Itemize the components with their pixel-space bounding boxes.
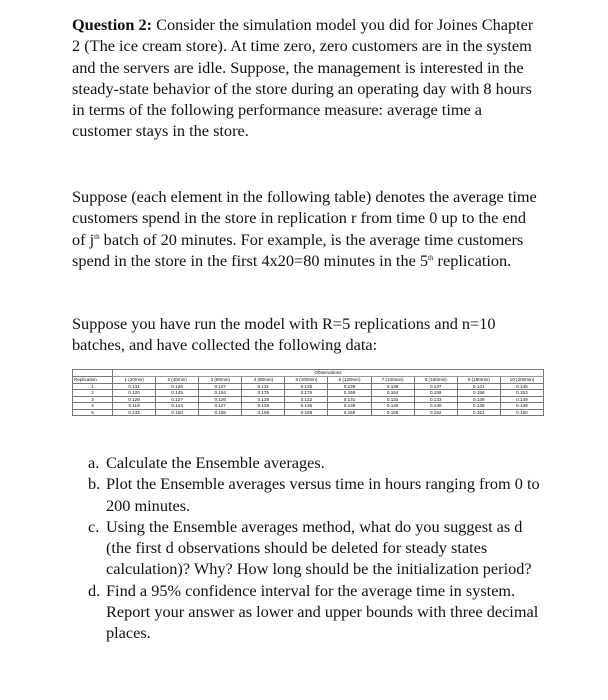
column-header: 3 (60min) (199, 377, 242, 384)
table-cell: 0.126 (199, 396, 242, 402)
table-cell: 0.128 (242, 396, 285, 402)
question-item (88, 580, 548, 644)
replication-number: 1 (73, 384, 113, 390)
replication-number: 4 (73, 403, 113, 409)
question-item (88, 516, 548, 580)
table-cell: 0.141 (457, 384, 500, 390)
definition-part3: replication. (433, 250, 512, 270)
table-cell: 0.151 (457, 409, 500, 415)
question-label: c. (88, 516, 100, 536)
table-cell: 0.140 (371, 403, 414, 409)
observations-header: Observations (113, 370, 544, 377)
table-cell: 0.175 (242, 390, 285, 396)
question-label: b. (88, 474, 101, 494)
table-cell: 0.136 (328, 384, 371, 390)
table-cell: 0.140 (414, 403, 457, 409)
question-item (88, 452, 548, 473)
table-cell: 0.133 (414, 396, 457, 402)
table-cell: 0.150 (156, 409, 199, 415)
table-cell: 0.139 (328, 403, 371, 409)
table-cell: 0.145 (156, 390, 199, 396)
question-item (88, 473, 548, 516)
table-cell: 0.119 (113, 403, 156, 409)
table-cell: 0.127 (199, 403, 242, 409)
question-paragraph (72, 14, 542, 142)
superscript-th-2: th (428, 253, 434, 262)
replication-number: 5 (73, 409, 113, 415)
data-intro-paragraph: Suppose you have run the model with R=5 replications and n=10 batches, and have collected the following data: (72, 314, 496, 355)
table-cell: 0.155 (371, 409, 414, 415)
table-cell: 0.159 (414, 390, 457, 396)
table-cell: 0.152 (414, 409, 457, 415)
table-cell: 0.127 (199, 384, 242, 390)
table-cell: 0.132 (113, 409, 156, 415)
column-header: 4 (80min) (242, 377, 285, 384)
definition-part1: Suppose (each element in the following table) denotes the average time customers spend in the store in replication r from time 0 up to the end of j (72, 187, 537, 249)
table-cell: 0.164 (371, 390, 414, 396)
replication-header: Replication (73, 377, 113, 384)
replication-number: 2 (73, 390, 113, 396)
table-cell: 0.158 (328, 409, 371, 415)
table-corner-cell (73, 370, 113, 377)
table-cell: 0.126 (156, 384, 199, 390)
table-cell: 0.132 (285, 396, 328, 402)
table-cell: 0.159 (285, 409, 328, 415)
table-cell: 0.139 (500, 403, 543, 409)
table-cell: 0.135 (285, 384, 328, 390)
question-text: Plot the Ensemble averages versus time in hours ranging from 0 to 200 minutes. (106, 474, 540, 515)
column-header: 10 (200min) (500, 377, 543, 384)
column-header: 9 (180min) (457, 377, 500, 384)
table-cell: 0.153 (500, 390, 543, 396)
table-cell: 0.150 (500, 409, 543, 415)
table-cell: 0.137 (414, 384, 457, 390)
table-cell: 0.127 (156, 396, 199, 402)
question-intro: Consider the simulation model you did for Joines Chapter 2 (The ice cream store). At time zero, zero customers are in the system and the servers are idle. Suppose, the management is interested in the steady-state behavior of the store during an operating day with 8 hours in terms of the following performance measure: average time a customer stays in the store. (72, 15, 534, 141)
table-cell: 0.136 (371, 384, 414, 390)
column-header: 5 (100min) (285, 377, 328, 384)
table-cell: 0.131 (242, 384, 285, 390)
replication-data-table (72, 369, 544, 416)
question-text: Calculate the Ensemble averages. (106, 453, 325, 472)
superscript-th-1: th (94, 232, 100, 241)
data-table-container (72, 369, 544, 416)
question-text: Find a 95% confidence interval for the average time in system. Report your answer as lower and upper bounds with three decimal places. (106, 580, 539, 643)
column-header: 1 (20min) (113, 377, 156, 384)
question-heading: Question 2: (72, 15, 153, 34)
table-cell: 0.159 (242, 409, 285, 415)
definition-part2: batch of 20 minutes. For example, is the average time customers spend in the store in the first 4x20=80 minutes in the 5 (72, 229, 524, 270)
table-cell: 0.124 (156, 403, 199, 409)
table-cell: 0.131 (328, 396, 371, 402)
question-list (88, 452, 548, 644)
table-cell: 0.156 (199, 409, 242, 415)
column-header: 8 (160min) (414, 377, 457, 384)
table-cell: 0.139 (457, 396, 500, 402)
table-cell: 0.169 (328, 390, 371, 396)
definition-paragraph (72, 186, 542, 271)
table-cell: 0.131 (113, 384, 156, 390)
table-cell: 0.136 (285, 403, 328, 409)
table-row (73, 409, 544, 415)
table-cell: 0.175 (285, 390, 328, 396)
table-cell: 0.156 (457, 390, 500, 396)
table-cell: 0.129 (242, 403, 285, 409)
column-header: 2 (40min) (156, 377, 199, 384)
table-cell: 0.164 (199, 390, 242, 396)
table-cell: 0.120 (113, 390, 156, 396)
table-cell: 0.128 (113, 396, 156, 402)
table-cell: 0.149 (500, 396, 543, 402)
column-header: 6 (120min) (328, 377, 371, 384)
question-label: d. (88, 580, 101, 600)
replication-number: 3 (73, 396, 113, 402)
column-header: 7 (140min) (371, 377, 414, 384)
table-cell: 0.132 (371, 396, 414, 402)
question-text: Using the Ensemble averages method, what do you suggest as d (the first d observations should be deleted for steady states calculation)? Why? How long should be the initialization period? (106, 516, 532, 579)
table-cell: 0.138 (457, 403, 500, 409)
table-cell: 0.146 (500, 384, 543, 390)
question-label: a. (88, 453, 100, 472)
